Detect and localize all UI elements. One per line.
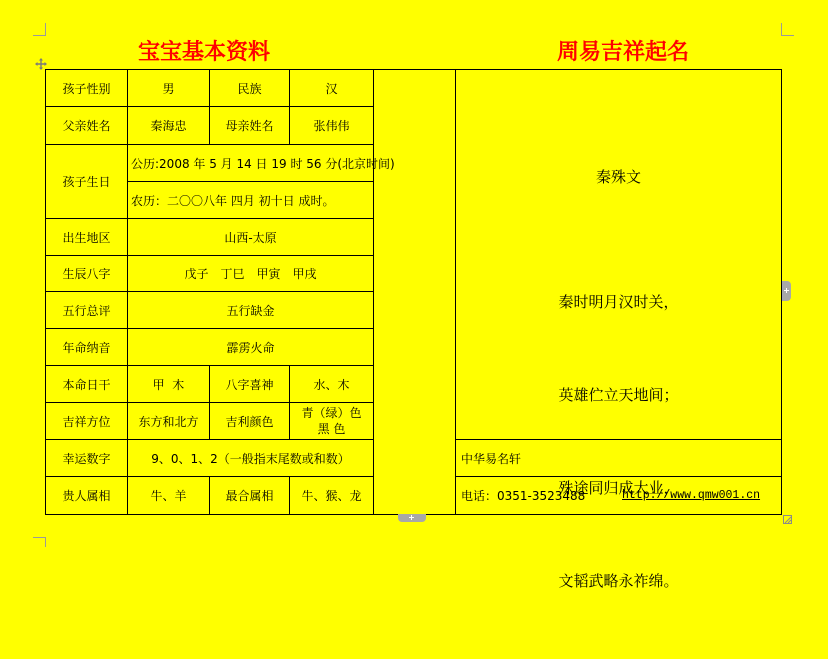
bazi-label-cell: 生辰八字 (45, 255, 128, 292)
nayin-label-cell: 年命纳音 (45, 328, 128, 366)
noble-zodiac-value-cell: 牛、羊 (127, 476, 210, 515)
birthplace-value-cell: 山西-太原 (127, 218, 374, 256)
blank-spacer-cell (373, 69, 456, 515)
color-value-line: 青（绿）色 (301, 406, 362, 420)
father-value-cell: 秦海忠 (127, 106, 210, 145)
solar-date-cell: 公历:2008 年 5 月 14 日 19 时 56 分(北京时间) (127, 144, 374, 182)
insert-row-handle[interactable] (398, 514, 426, 522)
best-zodiac-label-cell: 最合属相 (209, 476, 290, 515)
plus-icon-stroke (411, 515, 412, 520)
direction-label-cell: 吉祥方位 (45, 402, 128, 440)
color-label-cell: 吉利颜色 (209, 402, 290, 440)
wuxing-label-cell: 五行总评 (45, 291, 128, 329)
contact-cell (455, 476, 782, 515)
poem-line: 秦时明月汉时关， (558, 293, 679, 311)
rigan-value-cell: 甲 木 (127, 365, 210, 403)
color-value-line: 黑 色 (317, 422, 346, 436)
bazi-value-cell: 戊子 丁巳 甲寅 甲戌 (127, 255, 374, 292)
mother-value-cell: 张伟伟 (289, 106, 374, 145)
naming-title: 周易吉祥起名 (556, 39, 689, 65)
gender-value-cell: 男 (127, 69, 210, 107)
xishen-value-cell: 水、木 (289, 365, 374, 403)
direction-value-cell: 东方和北方 (127, 402, 210, 440)
insert-column-handle[interactable] (782, 281, 791, 301)
birthday-label-cell: 孩子生日 (45, 144, 128, 219)
best-zodiac-value-cell: 牛、猴、龙 (289, 476, 374, 515)
rigan-label-cell: 本命日干 (45, 365, 128, 403)
website-link[interactable]: http://www.qmw001.cn (622, 489, 761, 502)
noble-zodiac-label-cell: 贵人属相 (45, 476, 128, 515)
resize-handle-icon[interactable] (783, 515, 792, 524)
lunar-date-cell: 农历：二〇〇八年 四月 初十日 成时。 (127, 181, 374, 219)
ethnicity-value-cell: 汉 (289, 69, 374, 107)
crop-mark-top-left-v (45, 23, 46, 36)
given-name: 秦殊文 (595, 168, 641, 186)
basic-info-title: 宝宝基本资料 (137, 39, 270, 65)
lucky-number-value-cell: 9、0、1、2（一般指末尾数或和数） (127, 439, 374, 477)
company-name-cell: 中华易名轩 (455, 439, 782, 477)
nayin-value-cell: 霹雳火命 (127, 328, 374, 366)
crop-mark-bottom-left-v (45, 537, 46, 547)
gender-label-cell: 孩子性别 (45, 69, 128, 107)
color-value-cell (289, 402, 374, 440)
lucky-number-label-cell: 幸运数字 (45, 439, 128, 477)
mother-label-cell: 母亲姓名 (209, 106, 290, 145)
crop-mark-top-right-h (781, 35, 794, 36)
poem-line: 英雄伫立天地间； (558, 386, 679, 404)
poem-line: 文韬武略永祚绵。 (558, 572, 679, 590)
father-label-cell: 父亲姓名 (45, 106, 128, 145)
poem-line: 殊途同归成大业， (558, 479, 679, 497)
phone-number: 电话：0351-3523488 (461, 489, 586, 503)
crop-mark-top-right-v (781, 23, 782, 36)
plus-icon-stroke (786, 288, 787, 293)
ethnicity-label-cell: 民族 (209, 69, 290, 107)
birthplace-label-cell: 出生地区 (45, 218, 128, 256)
xishen-label-cell: 八字喜神 (209, 365, 290, 403)
wuxing-value-cell: 五行缺金 (127, 291, 374, 329)
